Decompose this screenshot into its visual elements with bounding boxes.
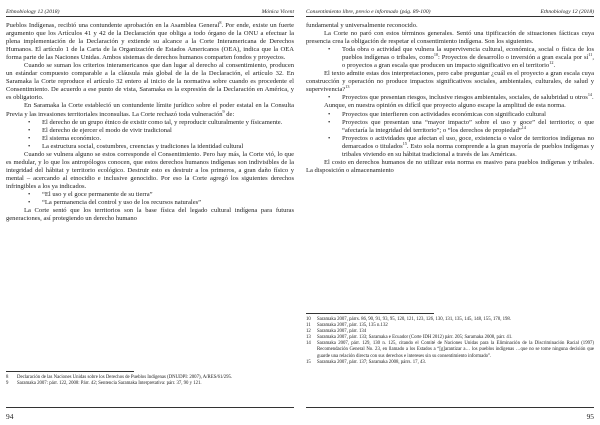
footnote-number: 8: [6, 375, 9, 380]
footnote-ref[interactable]: 13: [345, 84, 350, 90]
list-item: • Proyectos que interfieren con actividades económicas con significado cultural: [342, 111, 594, 119]
body-text: [306, 22, 594, 175]
footnote-text: Saramaka 2007, párr. 137; Saramaka 2008, párrs. 17, 43.: [317, 359, 426, 365]
body-text: [6, 19, 295, 223]
author-name: Mónica Vicent: [261, 9, 294, 15]
footnote: [306, 360, 594, 366]
footnote-number: 11: [306, 323, 311, 329]
footnote-text: Saramaka 2007: párr. 122, 2008: Párr. 42; Sentencia Saramaka Interpretativa: párr. 37, 90 y 121.: [17, 381, 202, 387]
journal-title: Ethnobiology 12 (2018): [6, 9, 60, 15]
footnote-number: 15: [306, 359, 311, 365]
paragraph: Cuando se suman los criterios interamericanos que dan lugar al derecho al consentimiento, producen un estándar compuesto comparable a la cláusula más global de la de la Declaración, el artículo 32. En Saramaka la Corte reproduce el artículo 32 entero al inicio de la normativa sobre cuando es procedente el Consentimiento. De acuerdo a ese punto de vista, Saramaka es la expresión de la Declaración en América, y es obligatorio.: [6, 62, 294, 102]
footnote-text: Saramaka 2007, párr. 129, 130 n. 125, citando el Comité de Naciones Unidas para la Eliminación de la Discriminación Racial (1997) Recomendación General No. 23, en llamado a los Estados a “[g]arantizar a… los pueblos indígenas …que no se tome ninguna decisión que guarde una relación directa con sus derechos e intereses sin su consentimiento informado”.: [317, 341, 594, 359]
paragraph: En Saramaka la Corte estableció un contundente límite jurídico sobre el poder estatal en la Consulta Previa y las invasiones territoriales inconsultas. La Corte rechazó toda vulneración$^9$ de:: [6, 102, 294, 118]
bullet-list: [306, 94, 594, 102]
footnote-number: 9: [6, 381, 9, 387]
left-page: [6, 0, 294, 425]
footnote-ref[interactable]: 14: [587, 92, 592, 98]
footnote-ref[interactable]: 9: [222, 108, 225, 114]
page-number: 95: [586, 412, 594, 421]
list-item: • “La permanencia del control y uso de los recursos naturales”: [42, 199, 294, 207]
list-item: • El sistema económico.: [42, 135, 294, 143]
footer-rule: [6, 407, 294, 408]
footnotes: [6, 371, 294, 387]
bullet-list: [306, 111, 594, 159]
article-title: Consentimiento libre, previo e informado (pág. 89-100): [306, 9, 431, 15]
paragraph: Cuando se vulnera alguno se estos corresponde el Consentimiento. Pero hay más, la Corte vió, lo que es medular, y lo que los antropólogos conocen, que estos derechos humanos indígenas son indivisibles de la integridad del hábitat y territorio ecológico. Destruir esto es destruir a los primeros, a gran daño físico y mental – acercando al etnocidio e inclusive genocidio. Por eso la Corte agregó los siguientes derechos infringibles a los ya indicados.: [6, 150, 294, 190]
paragraph: Aunque, en nuestra opinión es difícil que proyecto alguno escape la amplitud de esta norma.: [324, 102, 566, 110]
footnote-number: 12: [306, 329, 311, 335]
footnote-text: Saramaka 2007, párr. 135, 135 n.132: [317, 323, 388, 329]
footnote-ref[interactable]: 12: [549, 60, 554, 66]
footnote-ref[interactable]: 11: [588, 52, 593, 58]
list-item: • Proyectos que presentan riesgos, inclusive riesgos ambientales, sociales, de salubridad u otros$^{14}$.: [342, 94, 594, 102]
footnote-ref[interactable]: 15: [402, 140, 407, 146]
footnote-rule: [6, 371, 134, 372]
paragraph: Pueblos Indígenas, recibió una contundente aprobación en la Asamblea General$^8$. Por ende, existe un fuerte argumento que los Artículos 41 y 42 de la Declaración que obliga a todo órgano de la ONU a efectuar la plena implementación de la Declaración y extiende su alcance a la Corte Interamericana de Derechos Humanos. El artículo 1 de la Carta de la Organización de Estados Americanos (OEA), indica que la OEA forma parte de las Naciones Unidas. Ambos sistemas de derechos humanos comparten fondos y proyectos.: [6, 19, 295, 62]
footnote-number: 13: [306, 335, 311, 341]
footnote-ref[interactable]: 14: [521, 124, 526, 130]
list-item: • Proyectos o actividades que afectan el uso, goce, existencia o valor de territorios indígenas no demarcados o titulados$^{15}$. Esto sola norma comprende a la gran mayoría de pueblos indígenas y tribales viviendo en su hábitat tradicional a través de las Américas.: [342, 135, 594, 159]
page-number: 94: [6, 412, 14, 421]
footnote-text: Saramaka 2007, párr. 133; Saramaka e Ecuador (Corte IDH 2012) párr. 205; Saramaka 2008, párr. 41.: [317, 335, 513, 341]
footnote-rule: [306, 313, 434, 314]
list-item: • Proyectos que presentan una “mayor impacto” sobre el uso y goce” del territorio; o que “afectaría la integridad del territorio”; o “los derechos de propiedad”$^{14}$: [342, 119, 594, 135]
footnote-text: Declaración de las Naciones Unidas sobre los Derechos de Pueblos Indígenas (DNUDPI: 2007), A/RES/61/295.: [17, 375, 233, 380]
list-item: • El derecho de un grupo étnico de existir como tal, y reproducir culturalmente y físicamente.: [42, 119, 294, 127]
footnote-number: 14: [306, 341, 311, 347]
list-item: • Toda obra o actividad que vulnera la supervivencia cultural, económica, social o física de los pueblos indígenas o tribales, como$^{10}$: Proyectos de desarrollo o inversión a gran escala por $sí^{11}$, o proyectos a gran escala que producen un impacto significativo en el territorio$^{12}$.: [342, 46, 594, 70]
list-item: • El derecho de ejercer el modo de vivir tradicional: [42, 127, 294, 135]
header-rule: [6, 16, 294, 17]
paragraph: La Corte no paró con estos términos generales. Sentó una tipificación de situaciones fácticas cuya presencia crea la obligación de respetar el consentimiento indígena. Son los siguientes.: [306, 30, 594, 46]
paragraph: La Corte sentó que los territorios son la base física del legado cultural indígena para futuras generaciones, así protegiendo un derecho humano: [6, 207, 294, 223]
footnote-number: 10: [306, 317, 311, 322]
footnote: [6, 381, 294, 387]
right-page: [306, 0, 594, 425]
list-item: • “El uso y el goce permanente de su tierra”: [42, 191, 294, 199]
footer-rule: [306, 407, 594, 408]
paragraph: fundamental y universalmente reconocido.: [306, 22, 418, 29]
footnotes: [306, 313, 594, 366]
bullet-list: [306, 46, 594, 70]
list-item: • La estructura social, costumbres, creencias y tradiciones la identidad cultural: [42, 143, 294, 151]
footnote-ref[interactable]: 8: [219, 19, 222, 25]
paragraph: El costo en derechos humanos de no utilizar esta norma es masivo para pueblos indígenas y tribales. La disposición o almacenamiento: [306, 158, 594, 174]
footnote-text: Saramaka 2007, párr. 134: [317, 329, 367, 335]
footnote-text: Saramaka 2007, párrs. 86, 90, 91, 93, 95, 120, 121, 123, 126, 130, 131, 135, 145, 148, 155, 178, 198.: [317, 317, 511, 322]
bullet-list: [6, 119, 294, 151]
header-rule: [306, 16, 594, 17]
bullet-list: [6, 191, 294, 207]
footnote: [306, 341, 594, 359]
journal-title: Ethnobiology 12 (2018): [540, 9, 594, 15]
footnote-ref[interactable]: 10: [433, 52, 438, 58]
paragraph: El texto admite estas dos interpretaciones, pero cabe preguntar ¿cuál es el proyecto a gran escala cuya construcción y operación no produce impactos significativos sociales, ambientales, culturales, de salud y supervivencia?$^{13}$: [306, 70, 594, 94]
